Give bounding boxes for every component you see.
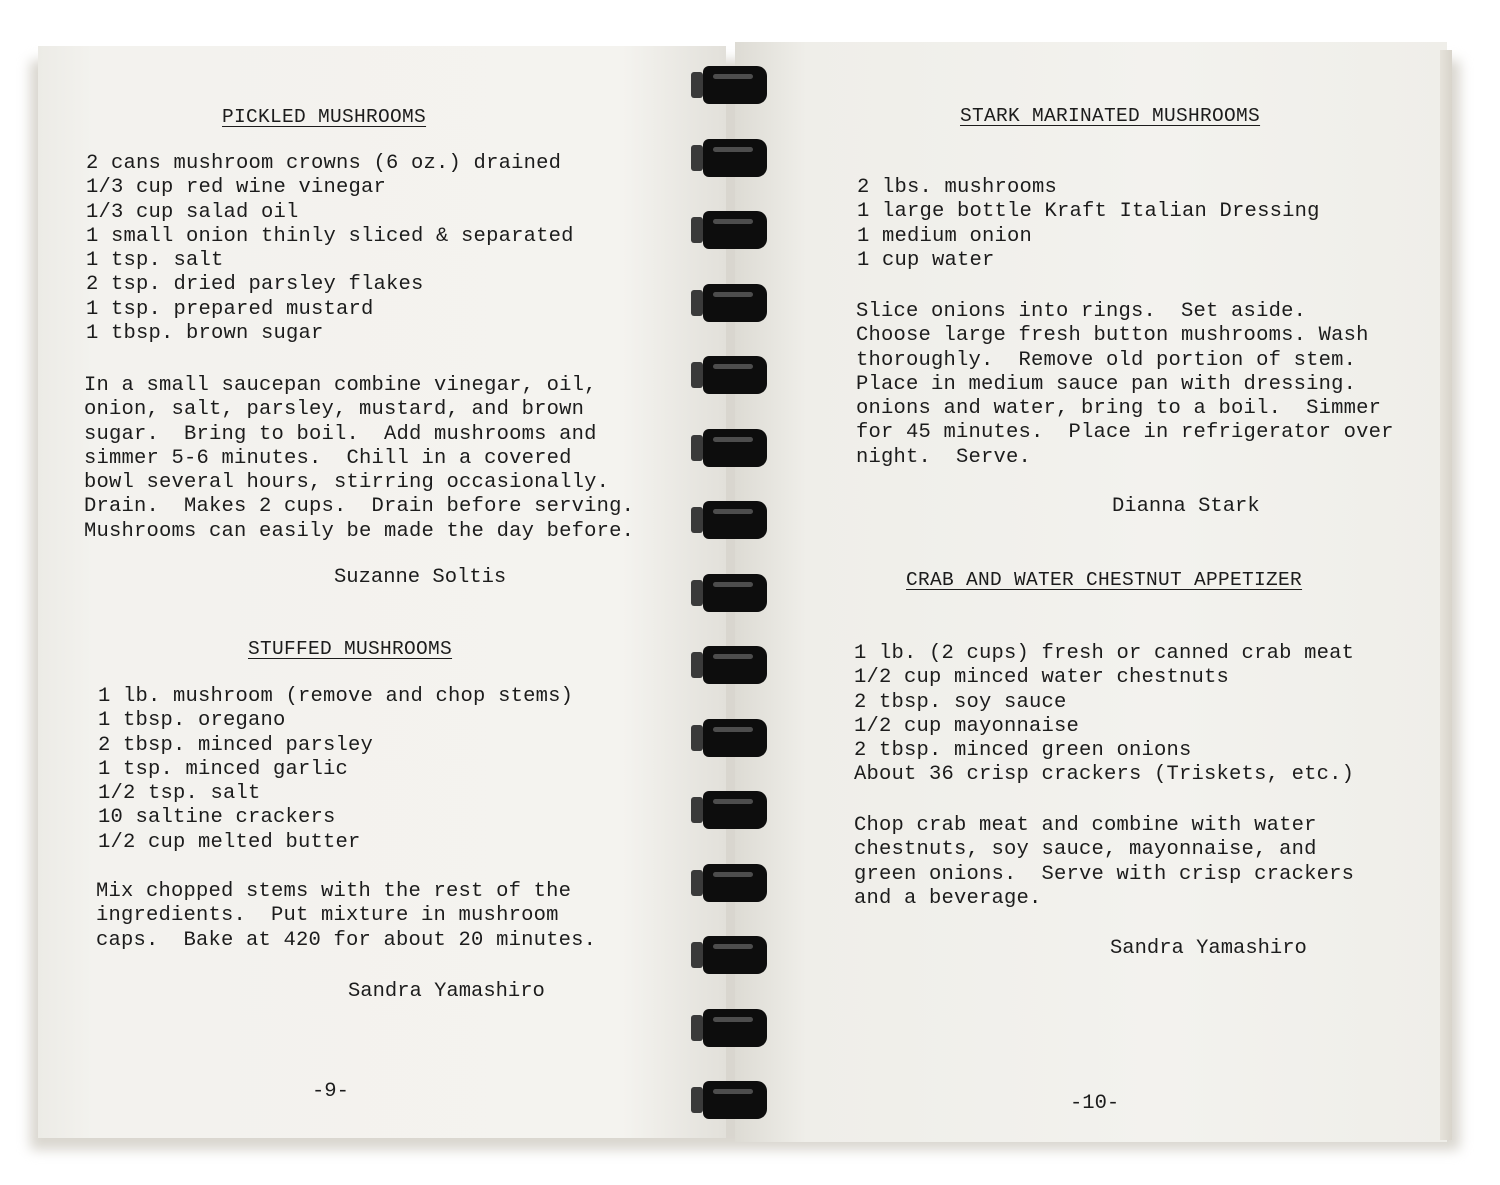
pickled-mushrooms-title: PICKLED MUSHROOMS bbox=[222, 106, 427, 128]
crab-appetizer-ingredients: 1 lb. (2 cups) fresh or canned crab meat 1/2 cup minced water chestnuts 2 tbsp. soy sauce 1/2 cup mayonnaise 2 tbsp. minced green onions About 36 crisp crackers (Triskets, etc.) bbox=[854, 642, 1355, 787]
binding-coil bbox=[693, 1003, 779, 1053]
stark-marinated-mushrooms-title: STARK MARINATED MUSHROOMS bbox=[960, 105, 1261, 127]
binding-coil bbox=[693, 205, 779, 255]
binding-coil bbox=[693, 60, 779, 110]
binding-coil bbox=[693, 858, 779, 908]
stark-marinated-mushrooms-directions: Slice onions into rings. Set aside. Choose large fresh button mushrooms. Wash thoroughly. Remove old portion of stem. Place in medium sauce pan with dressing. onions and water, bring to a boil. Simmer for 45 minutes. Place in refrigerator over night. Serve. bbox=[856, 300, 1394, 469]
binding-coil bbox=[693, 133, 779, 183]
pickled-mushrooms-author: Suzanne Soltis bbox=[334, 566, 507, 589]
stuffed-mushrooms-directions: Mix chopped stems with the rest of the ingredients. Put mixture in mushroom caps. Bake at 420 for about 20 minutes. bbox=[96, 880, 597, 952]
binding-coil bbox=[693, 495, 779, 545]
crab-appetizer-directions: Chop crab meat and combine with water chestnuts, soy sauce, mayonnaise, and green onions. Serve with crisp crackers and a beverage. bbox=[854, 814, 1355, 910]
binding-coil bbox=[693, 278, 779, 328]
binding-coil bbox=[693, 568, 779, 618]
crab-appetizer-title: CRAB AND WATER CHESTNUT APPETIZER bbox=[906, 569, 1303, 591]
page-number-left: -9- bbox=[312, 1080, 349, 1103]
page-number-right: -10- bbox=[1070, 1092, 1120, 1115]
stuffed-mushrooms-author: Sandra Yamashiro bbox=[348, 980, 545, 1003]
stuffed-mushrooms-title: STUFFED MUSHROOMS bbox=[248, 638, 453, 660]
binding-coil bbox=[693, 640, 779, 690]
binding-coil bbox=[693, 930, 779, 980]
page-edges bbox=[1440, 50, 1452, 1140]
stuffed-mushrooms-ingredients: 1 lb. mushroom (remove and chop stems) 1 tbsp. oregano 2 tbsp. minced parsley 1 tsp. minced garlic 1/2 tsp. salt 10 saltine crackers 1/2 cup melted butter bbox=[98, 685, 574, 854]
stark-marinated-mushrooms-author: Dianna Stark bbox=[1112, 495, 1260, 518]
binding-coil bbox=[693, 785, 779, 835]
binding-coil bbox=[693, 1075, 779, 1125]
pickled-mushrooms-directions: In a small saucepan combine vinegar, oil, onion, salt, parsley, mustard, and brown sugar. Bring to boil. Add mushrooms and simmer 5-6 minutes. Chill in a covered bowl several hours, stirring occasionally. Drain. Makes 2 cups. Drain before serving. Mushrooms can easily be made the day before. bbox=[84, 374, 635, 543]
binding-coil bbox=[693, 423, 779, 473]
binding-coil bbox=[693, 713, 779, 763]
crab-appetizer-author: Sandra Yamashiro bbox=[1110, 937, 1307, 960]
pickled-mushrooms-ingredients: 2 cans mushroom crowns (6 oz.) drained 1/3 cup red wine vinegar 1/3 cup salad oil 1 small onion thinly sliced & separated 1 tsp. salt 2 tsp. dried parsley flakes 1 tsp. prepared mustard 1 tbsp. brown sugar bbox=[86, 152, 574, 346]
stark-marinated-mushrooms-ingredients: 2 lbs. mushrooms 1 large bottle Kraft Italian Dressing 1 medium onion 1 cup water bbox=[857, 176, 1320, 272]
binding-coil bbox=[693, 350, 779, 400]
